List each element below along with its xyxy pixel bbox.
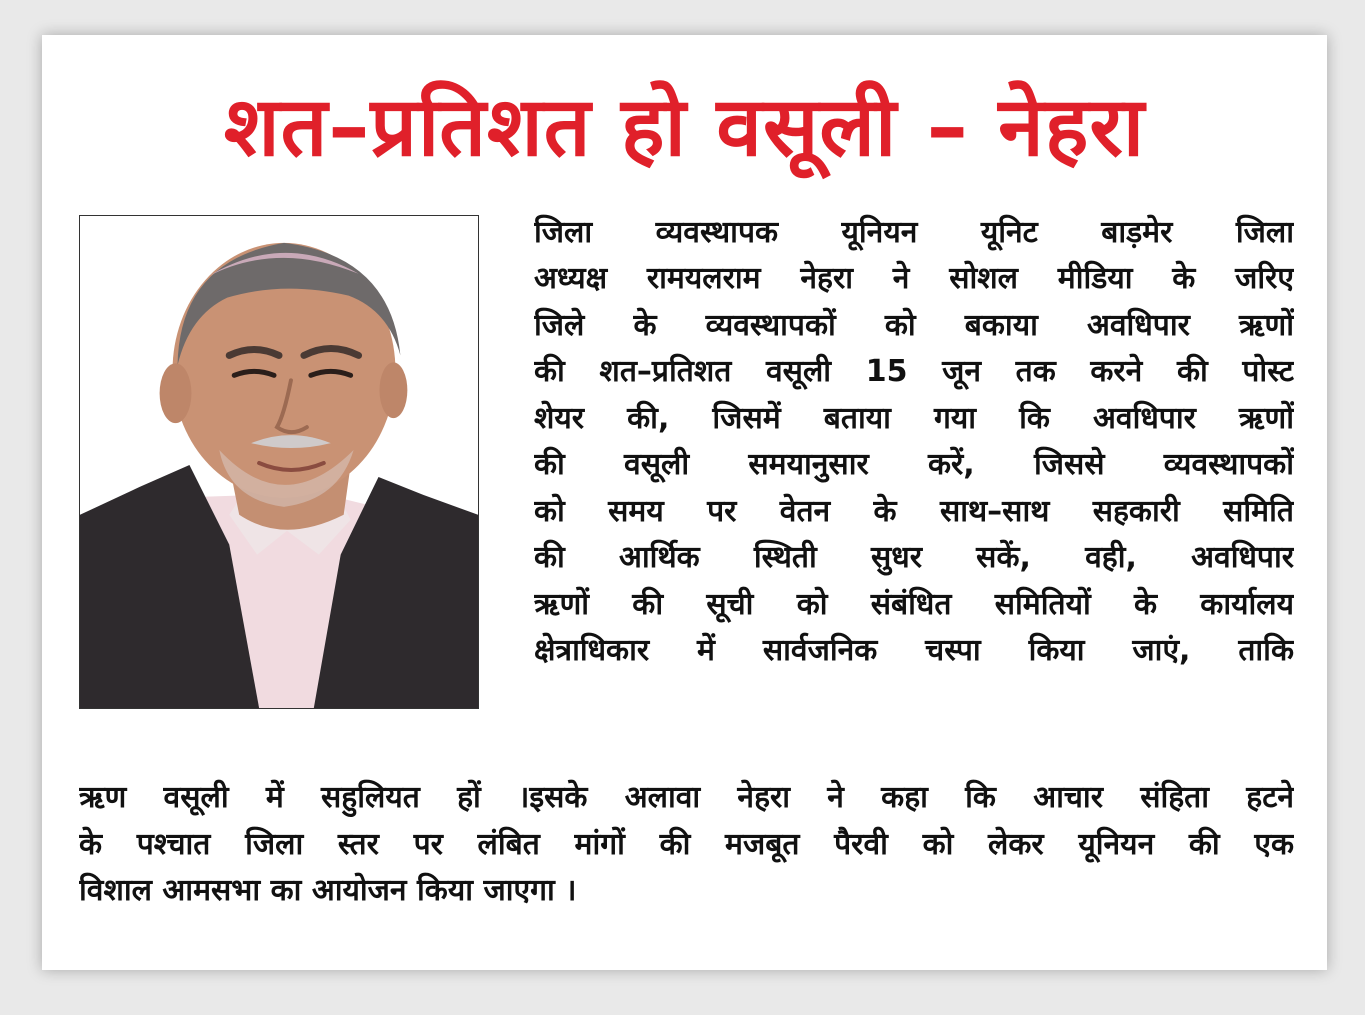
body-line-12: के पश्चात जिला स्तर पर लंबित मांगों की मजबूत पैरवी को लेकर यूनियन की एक <box>79 827 1294 862</box>
body-line-7: को समय पर वेतन के साथ–साथ सहकारी समिति <box>534 494 1294 529</box>
body-line-13: विशाल आमसभा का आयोजन किया जाएगा । <box>79 873 577 908</box>
body-line-10: क्षेत्राधिकार में सार्वजनिक चस्पा किया जाएं, ताकि <box>534 633 1294 668</box>
portrait-photo <box>79 215 479 709</box>
body-line-9: ऋणों की सूची को संबंधित समितियों के कार्यालय <box>534 587 1294 622</box>
body-line-6: की वसूली समयानुसार करें, जिससे व्यवस्थापकों <box>534 447 1294 482</box>
body-line-11: ऋण वसूली में सहुलियत हों ।इसके अलावा नेहरा ने कहा कि आचार संहिता हटने <box>79 780 1294 815</box>
portrait-photo-icon <box>80 216 478 708</box>
news-clipping <box>42 35 1327 970</box>
body-line-4: की शत–प्रतिशत वसूली 15 जून तक करने की पोस्ट <box>534 354 1294 389</box>
body-line-5: शेयर की, जिसमें बताया गया कि अवधिपार ऋणों <box>534 401 1294 436</box>
headline: शत–प्रतिशत हो वसूली – नेहरा <box>223 80 1146 175</box>
body-line-3: जिले के व्यवस्थापकों को बकाया अवधिपार ऋणों <box>534 308 1294 343</box>
body-line-1: जिला व्यवस्थापक यूनियन यूनिट बाड़मेर जिला <box>534 215 1294 250</box>
body-line-8: की आर्थिक स्थिती सुधर सकें, वही, अवधिपार <box>534 540 1294 575</box>
body-line-2: अध्यक्ष रामयलराम नेहरा ने सोशल मीडिया के जरिए <box>534 261 1294 296</box>
